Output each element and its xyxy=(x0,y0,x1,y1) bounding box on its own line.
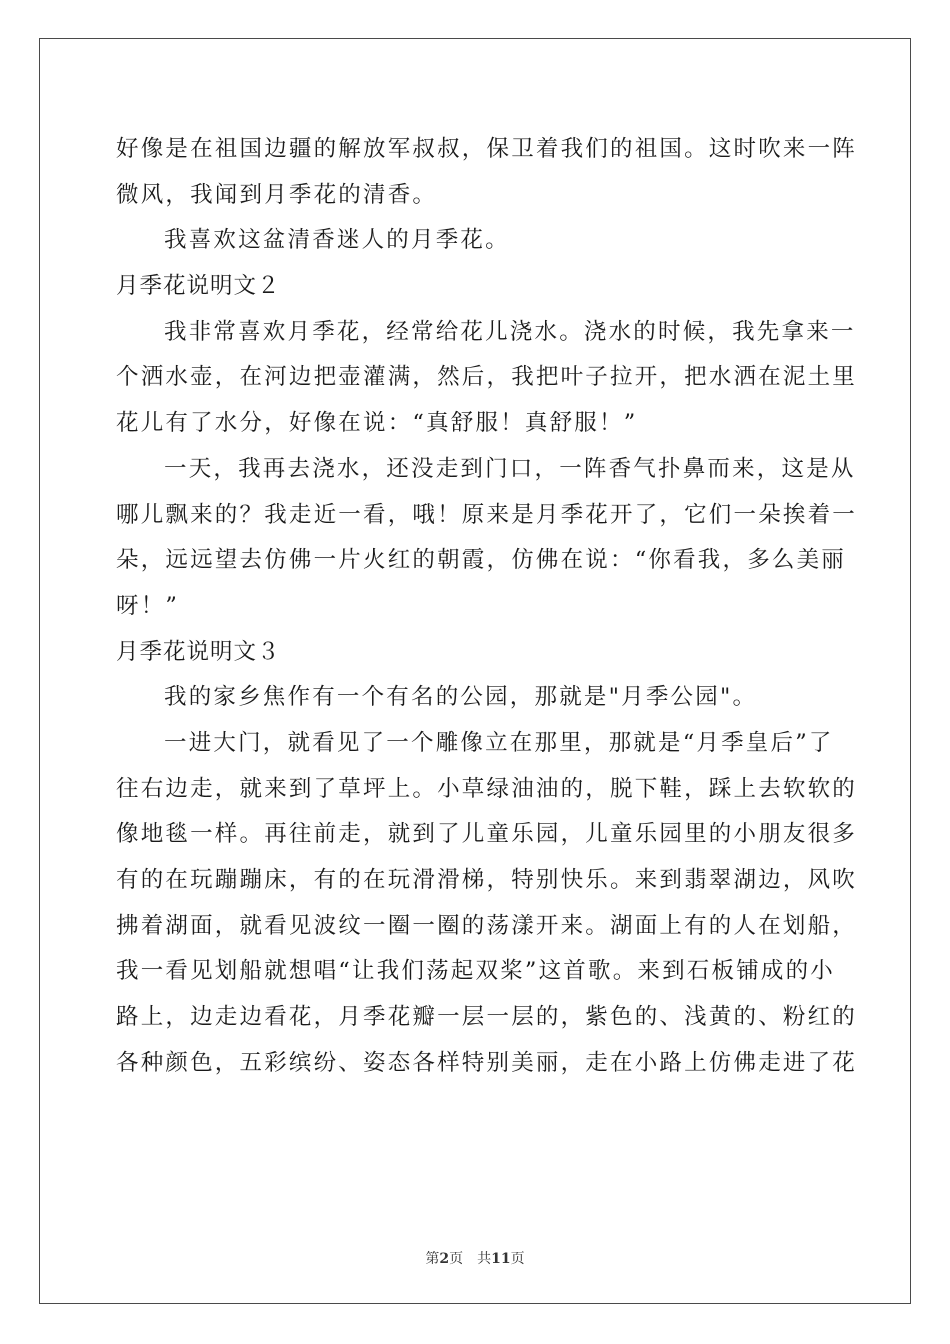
text-line: 一天，我再去浇水，还没走到门口，一阵香气扑鼻而来，这是从 xyxy=(164,455,856,482)
text-line: 往右边走，就来到了草坪上。小草绿油油的，脱下鞋，踩上去软软的 xyxy=(116,775,858,802)
text-line: 呀！” xyxy=(116,592,180,619)
page-footer xyxy=(0,1248,950,1268)
text-line: 我一看见划船就想唱“让我们荡起双桨”这首歌。来到石板铺成的小 xyxy=(116,958,836,985)
text-line: 有的在玩蹦蹦床，有的在玩滑滑梯，特别快乐。来到翡翠湖边，风吹 xyxy=(116,867,858,893)
page-number-prefix: 第 xyxy=(425,1251,440,1267)
text-line: 好像是在祖国边疆的解放军叔叔，保卫着我们的祖国。这时吹来一阵 xyxy=(116,136,858,162)
section-heading: 月季花说明文２ xyxy=(116,273,281,300)
total-page-count: 11 xyxy=(491,1251,511,1267)
document-body xyxy=(116,127,858,1086)
text-line: 各种颜色，五彩缤纷、姿态各样特别美丽，走在小路上仿佛走进了花 xyxy=(116,1049,858,1076)
total-pages-suffix: 页 xyxy=(510,1251,525,1267)
text-line: 一进大门，就看见了一个雕像立在那里，那就是“月季皇后”了 xyxy=(164,729,834,756)
current-page-number: 2 xyxy=(439,1251,450,1267)
text-line: 我的家乡焦作有一个有名的公园，那就是"月季公园"。 xyxy=(164,684,758,711)
text-line: 个洒水壶，在河边把壶灌满，然后，我把叶子拉开，把水洒在泥土里 xyxy=(116,364,858,391)
text-line: 像地毯一样。再往前走，就到了儿童乐园，儿童乐园里的小朋友很多 xyxy=(116,821,858,848)
text-line: 我非常喜欢月季花，经常给花儿浇水。浇水的时候，我先拿来一 xyxy=(164,318,856,345)
text-line: 哪儿飘来的？我走近一看，哦！原来是月季花开了，它们一朵挨着一 xyxy=(116,501,858,528)
text-line: 朵，远远望去仿佛一片火红的朝霞，仿佛在说：“你看我，多么美丽 xyxy=(116,547,847,574)
total-pages-prefix: 共 xyxy=(477,1251,492,1267)
text-line: 我喜欢这盆清香迷人的月季花。 xyxy=(164,227,510,254)
text-line: 花儿有了水分，好像在说：“真舒服！真舒服！” xyxy=(116,410,638,437)
text-line: 路上，边走边看花，月季花瓣一层一层的，紫色的、浅黄的、粉红的 xyxy=(116,1004,858,1031)
text-line: 拂着湖面，就看见波纹一圈一圈的荡漾开来。湖面上有的人在划船， xyxy=(116,912,858,939)
page-number-suffix: 页 xyxy=(449,1251,464,1267)
section-heading: 月季花说明文３ xyxy=(116,638,281,665)
text-line: 微风，我闻到月季花的清香。 xyxy=(116,181,438,208)
